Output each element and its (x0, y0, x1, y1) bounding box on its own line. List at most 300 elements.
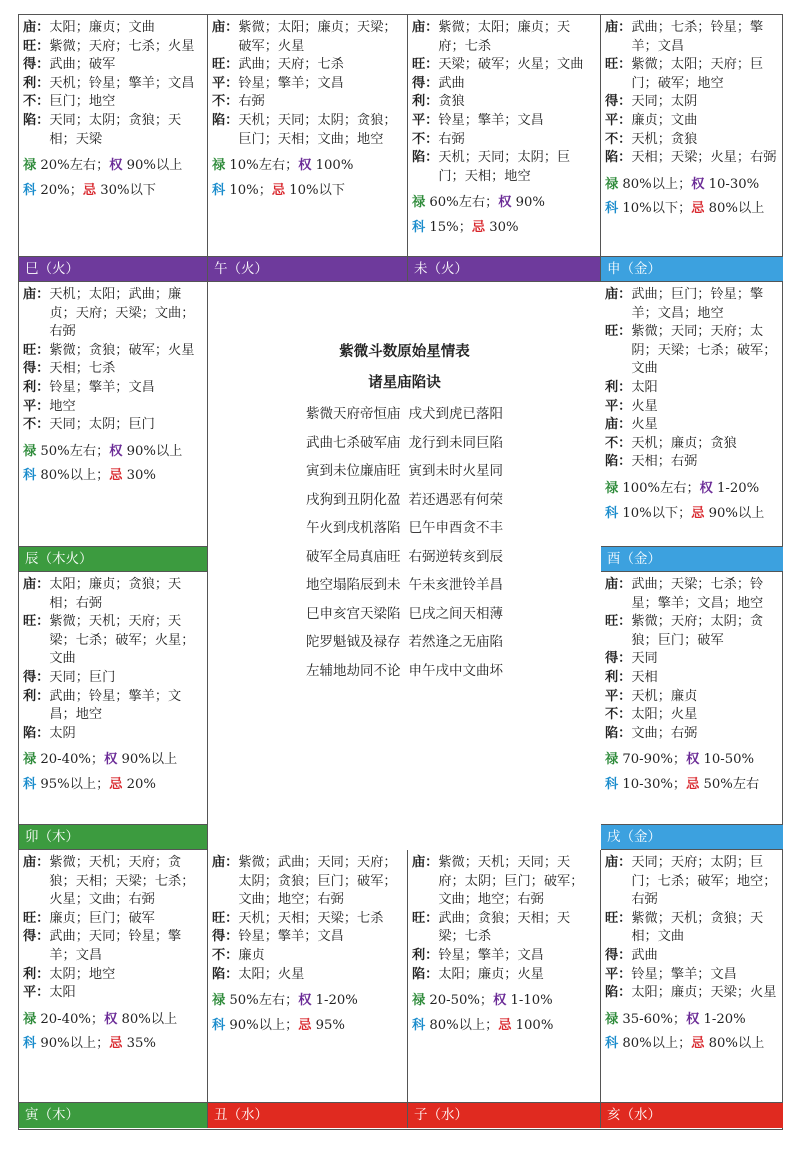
brightness-label: 利： (412, 947, 439, 963)
star-row (605, 576, 779, 613)
lu-value: 80%以上； (618, 176, 692, 192)
ke-value: 90%以上； (225, 1017, 299, 1033)
star-list: 太阳；廉贞；贪狼；天相；右弼 (49, 577, 182, 611)
star-list: 铃星；擎羊；文昌 (238, 75, 344, 91)
palace-band-hai: 亥（水） (601, 1103, 783, 1128)
ke-value: 80%以上； (36, 468, 110, 484)
ke-value: 20%； (36, 182, 83, 198)
verse-left: 紫微天府帝恒庙 (306, 406, 401, 422)
star-list: 天同；天府；太阴；巨门；七杀；破军；地空；右弼 (631, 855, 777, 908)
quan-value: 90%以上 (122, 158, 183, 174)
brightness-label: 旺： (605, 324, 632, 340)
star-list: 武曲；天府；七杀 (238, 57, 344, 73)
star-row (605, 854, 779, 910)
star-list: 天机；天相；天梁；七杀 (238, 910, 384, 926)
brightness-label: 得： (23, 361, 50, 377)
brightness-label: 不： (23, 417, 50, 433)
star-list: 紫微；天府；太阴；贪狼；巨门；破军 (631, 614, 764, 648)
star-list: 武曲；七杀；铃星；擎羊；文昌 (631, 20, 764, 54)
star-list: 火星 (631, 398, 658, 414)
star-row (23, 360, 203, 379)
star-list: 天同 (631, 651, 658, 667)
verse-line (208, 628, 601, 657)
star-list: 太阳；廉贞；文曲 (49, 20, 155, 35)
brightness-label: 利： (23, 966, 50, 982)
star-row (412, 19, 596, 56)
star-row (23, 379, 203, 398)
stat-lu-quan (605, 751, 779, 770)
star-row (412, 947, 596, 966)
star-row (412, 854, 596, 910)
star-list: 太阳；廉贞；天梁；火星 (631, 985, 777, 1001)
lu-label: 禄 (605, 752, 619, 768)
quan-value: 1-10% (506, 993, 553, 1009)
ji-value: 35% (122, 1036, 156, 1052)
stat-lu-quan (605, 480, 779, 499)
palace-band-si: 巳（火） (19, 257, 208, 282)
lu-label: 禄 (412, 993, 426, 1009)
stat-ke-ji (212, 1017, 403, 1036)
verse-right: 午未亥泄铃羊昌 (408, 577, 503, 593)
star-list: 廉贞 (238, 947, 265, 963)
stat-lu-quan (23, 751, 203, 770)
star-row (412, 93, 596, 112)
lu-value: 60%左右； (425, 195, 499, 211)
star-list: 紫微；天机；天府；贪狼；天相；天梁；七杀；火星；文曲；右弼 (49, 855, 195, 908)
stat-ke-ji (605, 776, 779, 795)
palace-chou (208, 850, 408, 1103)
quan-value: 10-30% (704, 176, 760, 192)
star-row (605, 910, 779, 947)
ji-value: 10%以下 (285, 182, 345, 198)
brightness-label: 利： (605, 379, 632, 395)
star-row (23, 75, 203, 94)
verse-left: 午火到戌机落陷 (306, 520, 401, 536)
star-table (18, 14, 783, 1130)
star-row (23, 398, 203, 417)
brightness-label: 平： (605, 112, 632, 128)
ke-value: 80%以上； (618, 1036, 692, 1052)
star-list: 天机；贪狼 (631, 131, 698, 147)
ji-label: 忌 (691, 505, 705, 521)
ke-label: 科 (605, 201, 619, 217)
star-list: 武曲；破军 (49, 57, 116, 73)
lu-value: 20-40%； (36, 752, 105, 768)
brightness-label: 庙： (23, 287, 50, 302)
verse-left: 地空塌陷辰到未 (306, 577, 401, 593)
brightness-label: 旺： (212, 57, 239, 73)
palace-wei (408, 15, 601, 257)
quan-label: 权 (691, 176, 705, 192)
quan-label: 权 (298, 993, 312, 1009)
lu-label: 禄 (23, 443, 37, 459)
ke-label: 科 (23, 776, 37, 792)
star-row (412, 966, 596, 985)
ji-label: 忌 (471, 219, 486, 235)
ke-value: 15%； (425, 219, 472, 235)
verse-line (208, 514, 601, 543)
star-row (212, 854, 403, 910)
verse-line (208, 429, 601, 458)
brightness-label: 利： (605, 669, 632, 685)
brightness-label: 陷： (23, 112, 50, 128)
brightness-label: 得： (605, 947, 632, 963)
verse-right: 戌犬到虎已落阳 (408, 406, 503, 422)
star-row (605, 323, 779, 379)
brightness-label: 平： (23, 398, 50, 414)
brightness-label: 得： (23, 669, 50, 685)
brightness-label: 庙： (605, 855, 632, 870)
brightness-label: 庙： (605, 287, 632, 302)
palace-band-chou: 丑（水） (208, 1103, 408, 1128)
brightness-label: 庙： (23, 855, 50, 870)
brightness-label: 旺： (23, 38, 50, 54)
star-list: 紫微；太阳；廉贞；天梁；破军；火星 (238, 20, 397, 54)
star-row (605, 453, 779, 472)
star-row (212, 947, 403, 966)
star-list: 天机；天同；太阴；贪狼；巨门；天相；文曲；地空 (238, 112, 397, 147)
brightness-label: 不： (605, 435, 632, 451)
star-row (23, 576, 203, 613)
lu-label: 禄 (23, 1011, 37, 1027)
quan-value: 80%以上 (117, 1011, 178, 1027)
verse-line (208, 657, 601, 686)
verse-right: 申午戌中文曲坏 (408, 662, 503, 679)
ke-label: 科 (212, 1017, 226, 1033)
quan-label: 权 (686, 752, 700, 768)
stat-lu-quan (412, 992, 596, 1011)
verse-line (208, 486, 601, 515)
brightness-label: 得： (605, 651, 632, 667)
verse-right: 若然逢之无庙陷 (408, 634, 503, 650)
star-list: 紫微；天机；贪狼；天相；文曲 (631, 910, 764, 945)
quan-value: 1-20% (699, 1011, 746, 1027)
ke-label: 科 (605, 1036, 619, 1052)
lu-value: 50%左右； (225, 993, 299, 1009)
brightness-label: 旺： (605, 57, 632, 73)
star-row (212, 966, 403, 985)
star-list: 武曲；巨门；铃星；擎羊；文昌；地空 (631, 287, 764, 321)
verse-right: 龙行到未同巨陷 (408, 434, 503, 451)
quan-value: 1-20% (311, 993, 358, 1009)
ke-value: 10%以下； (618, 505, 692, 521)
ji-value: 80%以上 (704, 1036, 765, 1052)
star-row (412, 149, 596, 186)
brightness-label: 旺： (212, 910, 239, 926)
star-list: 太阳 (631, 379, 658, 395)
brightness-label: 平： (412, 112, 439, 128)
star-row (605, 613, 779, 650)
star-list: 右弼 (238, 94, 265, 110)
verse-line (208, 600, 601, 629)
star-row (212, 910, 403, 929)
lu-value: 35-60%； (618, 1011, 687, 1027)
star-row (412, 910, 596, 947)
verse-left: 寅到未位廉庙旺 (306, 463, 401, 479)
star-row (23, 725, 203, 744)
quan-label: 权 (109, 158, 123, 174)
star-list: 太阳；火星 (238, 966, 305, 982)
brightness-label: 平： (23, 985, 50, 1001)
verse-left: 破军全局真庙旺 (306, 548, 401, 565)
star-row (605, 379, 779, 398)
brightness-label: 旺： (412, 910, 439, 926)
lu-label: 禄 (412, 195, 426, 211)
ji-label: 忌 (686, 776, 700, 792)
verse-line (208, 543, 601, 572)
verse-line (208, 400, 601, 429)
palace-hai (601, 850, 783, 1103)
brightness-label: 旺： (412, 57, 439, 73)
brightness-label: 庙： (212, 20, 239, 35)
brightness-label: 陷： (605, 150, 632, 166)
ke-label: 科 (23, 1036, 37, 1052)
ji-label: 忌 (109, 776, 123, 792)
star-row (605, 56, 779, 93)
stat-ke-ji (605, 505, 779, 524)
lu-label: 禄 (212, 993, 226, 1009)
ke-value: 90%以上； (36, 1036, 110, 1052)
stat-ke-ji (605, 1035, 779, 1054)
star-list: 天相；七杀 (49, 361, 116, 377)
star-row (605, 93, 779, 112)
ke-label: 科 (605, 505, 619, 521)
quan-value: 10-50% (699, 752, 755, 768)
lu-value: 70-90%； (618, 752, 687, 768)
star-list: 武曲 (631, 947, 658, 963)
ji-label: 忌 (109, 1036, 123, 1052)
palace-band-wu: 午（火） (208, 257, 408, 282)
stat-lu-quan (23, 443, 203, 462)
star-row (605, 984, 779, 1003)
stat-lu-quan (212, 992, 403, 1011)
star-row (412, 112, 596, 131)
brightness-label: 利： (23, 379, 50, 395)
star-row (212, 19, 403, 56)
star-row (605, 688, 779, 707)
star-list: 紫微；天府；七杀；火星 (49, 38, 195, 54)
stat-ke-ji (23, 467, 203, 486)
star-row (23, 910, 203, 929)
stat-ke-ji (412, 1017, 596, 1036)
star-list: 太阴 (49, 725, 76, 741)
quan-label: 权 (699, 480, 713, 496)
star-row (605, 416, 779, 435)
lu-value: 20%左右； (36, 158, 110, 174)
star-row (23, 966, 203, 985)
star-list: 武曲；铃星；擎羊；文昌；地空 (49, 688, 182, 723)
palace-xu (601, 572, 783, 825)
brightness-label: 陷： (605, 985, 632, 1001)
star-row (605, 435, 779, 454)
brightness-label: 平： (605, 398, 632, 414)
star-list: 武曲；天同；铃星；擎羊；文昌 (49, 929, 182, 963)
star-list: 天机；太阳；武曲；廉贞；天府；天梁；文曲；右弼 (49, 287, 195, 340)
star-list: 紫微；太阳；廉贞；天府；七杀 (438, 20, 571, 54)
lu-label: 禄 (212, 158, 226, 174)
star-list: 天相；右弼 (631, 454, 698, 470)
ji-value: 30% (485, 219, 519, 235)
star-row (23, 416, 203, 435)
star-row (23, 19, 203, 38)
quan-value: 90%以上 (122, 443, 183, 459)
ke-label: 科 (23, 182, 37, 198)
brightness-label: 旺： (605, 614, 632, 630)
verse-left: 武曲七杀破军庙 (306, 434, 401, 451)
star-list: 天机；廉贞 (631, 688, 698, 704)
brightness-label: 旺： (23, 342, 50, 358)
star-row (23, 688, 203, 725)
brightness-label: 旺： (23, 910, 50, 926)
star-list: 天相；天梁；火星；右弼 (631, 150, 777, 166)
stat-lu-quan (23, 157, 203, 176)
ji-label: 忌 (498, 1017, 512, 1033)
star-list: 武曲；贪狼；天相；天梁；七杀 (438, 910, 571, 945)
star-row (605, 112, 779, 131)
lu-value: 100%左右； (618, 480, 700, 496)
lu-value: 10%左右； (225, 158, 299, 174)
brightness-label: 平： (605, 688, 632, 704)
star-list: 紫微；贪狼；破军；火星 (49, 342, 195, 358)
star-row (23, 613, 203, 669)
star-row (23, 928, 203, 965)
star-row (412, 131, 596, 150)
brightness-label: 得： (23, 57, 50, 73)
ji-label: 忌 (109, 468, 123, 484)
quan-value: 1-20% (712, 480, 760, 496)
palace-band-you: 酉（金） (601, 547, 783, 572)
ji-value: 100% (511, 1017, 554, 1033)
star-list: 太阳 (49, 985, 76, 1001)
quan-value: 90% (511, 195, 545, 211)
ke-label: 科 (212, 182, 226, 198)
star-row (23, 93, 203, 112)
star-list: 巨门；地空 (49, 94, 116, 110)
star-list: 贪狼 (438, 94, 465, 110)
stat-ke-ji (412, 219, 596, 238)
brightness-label: 利： (23, 75, 50, 91)
star-list: 紫微；天同；天府；太阴；天梁；七杀；破军；文曲 (631, 324, 777, 377)
lu-label: 禄 (605, 1011, 619, 1027)
ji-value: 90%以上 (704, 505, 765, 521)
star-list: 天梁；破军；火星；文曲 (438, 57, 584, 73)
star-row (23, 342, 203, 361)
brightness-label: 庙： (212, 855, 239, 870)
stat-ke-ji (605, 200, 779, 219)
verse-left: 巳申亥宫天梁陷 (306, 605, 401, 622)
lu-value: 20-40%； (36, 1011, 105, 1027)
verse-right: 寅到未时火星同 (408, 463, 503, 479)
palace-band-xu: 戌（金） (601, 825, 783, 850)
star-list: 廉贞；文曲 (631, 112, 698, 128)
brightness-label: 陷： (212, 966, 239, 982)
star-list: 铃星；擎羊；文昌 (438, 947, 544, 963)
star-list: 武曲；天梁；七杀；铃星；擎羊；文昌；地空 (631, 577, 764, 611)
star-list: 紫微；天机；天府；天梁；七杀；破军；火星；文曲 (49, 614, 195, 667)
ke-value: 80%以上； (425, 1017, 499, 1033)
star-list: 武曲 (438, 75, 465, 91)
star-list: 地空 (49, 398, 76, 414)
quan-value: 100% (311, 158, 354, 174)
palace-band-zi: 子（水） (408, 1103, 601, 1128)
star-row (605, 669, 779, 688)
star-row (605, 966, 779, 985)
star-list: 天机；铃星；擎羊；文昌 (49, 75, 195, 91)
star-row (605, 131, 779, 150)
palace-shen (601, 15, 783, 257)
palace-you (601, 282, 783, 547)
brightness-label: 平： (212, 75, 239, 91)
star-row (605, 947, 779, 966)
brightness-label: 庙： (412, 20, 439, 35)
ji-value: 80%以上 (704, 201, 765, 217)
center-panel (208, 282, 601, 825)
star-list: 太阳；火星 (631, 707, 698, 723)
ji-label: 忌 (82, 182, 97, 198)
brightness-label: 不： (23, 94, 50, 110)
brightness-label: 庙： (605, 417, 632, 433)
palace-chen (19, 282, 208, 547)
quan-label: 权 (109, 443, 123, 459)
lu-label: 禄 (605, 176, 619, 192)
star-row (212, 93, 403, 112)
star-list: 火星 (631, 417, 658, 433)
brightness-label: 陷： (23, 725, 50, 741)
quan-label: 权 (498, 195, 512, 211)
ji-label: 忌 (691, 1036, 705, 1052)
ke-value: 95%以上； (36, 776, 110, 792)
star-list: 廉贞；巨门；破军 (49, 910, 155, 926)
verse-right: 右弼逆转亥到辰 (408, 548, 503, 565)
center-subtitle: 诸星庙陷诀 (368, 375, 441, 391)
verse-left: 左辅地劫同不论 (306, 662, 401, 679)
star-list: 天同；太阴；巨门 (49, 417, 155, 433)
brightness-label: 得： (605, 94, 632, 110)
star-row (412, 56, 596, 75)
ji-value: 50%左右 (699, 776, 760, 792)
verse-right: 巳戌之间天相薄 (408, 605, 503, 622)
brightness-label: 庙： (605, 577, 632, 592)
star-list: 右弼 (438, 131, 465, 147)
stat-ke-ji (212, 182, 403, 201)
verse-line (208, 571, 601, 600)
brightness-label: 得： (23, 929, 50, 945)
brightness-label: 旺： (23, 614, 50, 630)
ke-label: 科 (605, 776, 619, 792)
ji-label: 忌 (691, 201, 705, 217)
palace-band-wei: 未（火） (408, 257, 601, 282)
brightness-label: 庙： (412, 855, 439, 870)
palace-band-shen: 申（金） (601, 257, 783, 282)
palace-band-chen: 辰（木火） (19, 547, 208, 572)
ke-label: 科 (23, 468, 37, 484)
lu-label: 禄 (23, 158, 37, 174)
brightness-label: 陷： (605, 454, 632, 470)
brightness-label: 不： (605, 707, 632, 723)
ke-value: 10%以下； (618, 201, 692, 217)
star-row (605, 706, 779, 725)
brightness-label: 庙： (23, 577, 50, 592)
lu-value: 50%左右； (36, 443, 110, 459)
star-row (23, 112, 203, 149)
star-list: 紫微；武曲；天同；天府；太阴；贪狼；巨门；破军；文曲；地空；右弼 (238, 855, 397, 908)
stat-lu-quan (23, 1011, 203, 1030)
star-row (23, 56, 203, 75)
brightness-label: 陷： (412, 966, 439, 982)
brightness-label: 陷： (412, 150, 439, 166)
star-list: 天同；巨门 (49, 669, 116, 685)
star-row (212, 56, 403, 75)
